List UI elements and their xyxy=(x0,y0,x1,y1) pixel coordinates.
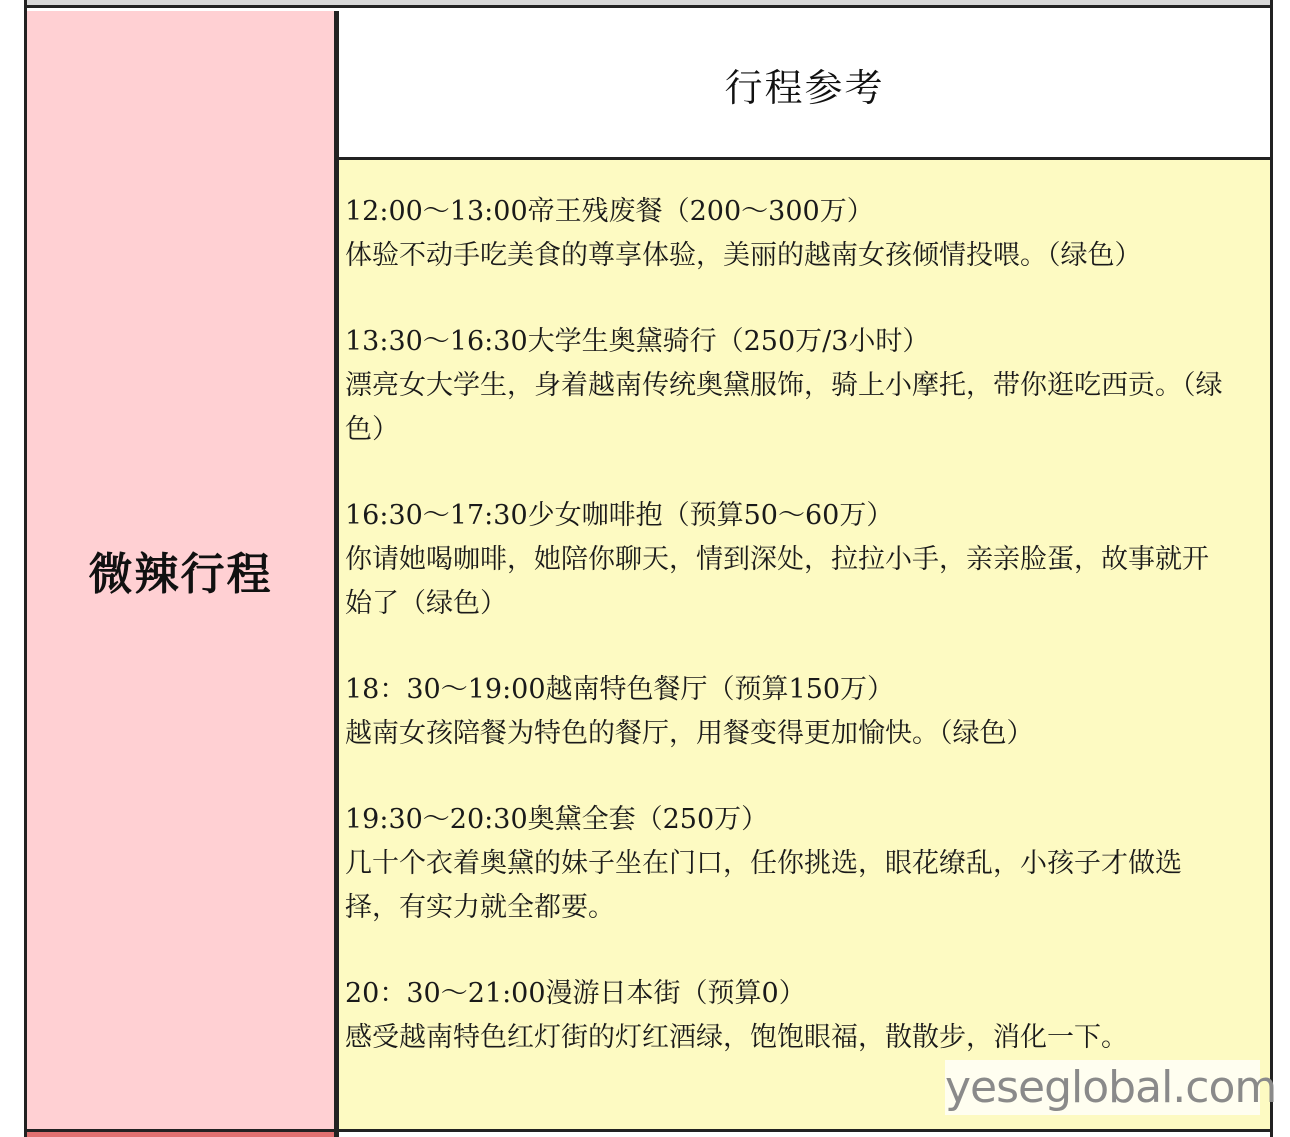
itinerary-item xyxy=(345,190,1230,278)
itinerary-item xyxy=(345,798,1230,930)
item-description: 漂亮女大学生，身着越南传统奥黛服饰，骑上小摩托，带你逛吃西贡。（绿色） xyxy=(345,370,1223,445)
itinerary-item xyxy=(345,494,1230,626)
itinerary-item xyxy=(345,668,1230,756)
item-description: 感受越南特色红灯街的灯红酒绿，饱饱眼福，散散步，消化一下。 xyxy=(345,1022,1128,1053)
header-cell xyxy=(339,11,1270,157)
item-description: 你请她喝咖啡，她陪你聊天，情到深处，拉拉小手，亲亲脸蛋，故事就开始了（绿色） xyxy=(345,544,1209,619)
next-row-right-edge xyxy=(339,1129,1270,1137)
category-cell xyxy=(27,11,334,1129)
category-title: 微辣行程 xyxy=(88,549,273,600)
item-title: 12:00～13:00帝王残废餐（200～300万） xyxy=(345,196,874,227)
item-title: 18：30～19:00越南特色餐厅（预算150万） xyxy=(345,674,895,705)
item-title: 16:30～17:30少女咖啡抱（预算50～60万） xyxy=(345,500,894,531)
header-title: 行程参考 xyxy=(724,65,885,110)
itinerary-item xyxy=(345,320,1230,452)
item-title: 13:30～16:30大学生奥黛骑行（250万/3小时） xyxy=(345,326,930,357)
item-description: 几十个衣着奥黛的妹子坐在门口，任你挑选，眼花缭乱，小孩子才做选择，有实力就全都要。 xyxy=(345,848,1182,923)
itinerary-content xyxy=(339,160,1277,1129)
item-description: 越南女孩陪餐为特色的餐厅，用餐变得更加愉快。（绿色） xyxy=(345,718,1034,749)
item-title: 19:30～20:30奥黛全套（250万） xyxy=(345,804,769,835)
watermark: yeseglobal.com xyxy=(945,1062,1277,1113)
item-title: 20：30～21:00漫游日本街（预算0） xyxy=(345,978,806,1009)
item-description: 体验不动手吃美食的尊享体验，美丽的越南女孩倾情投喂。（绿色） xyxy=(345,240,1142,271)
itinerary-item xyxy=(345,972,1230,1060)
next-row-left-edge xyxy=(27,1129,334,1137)
